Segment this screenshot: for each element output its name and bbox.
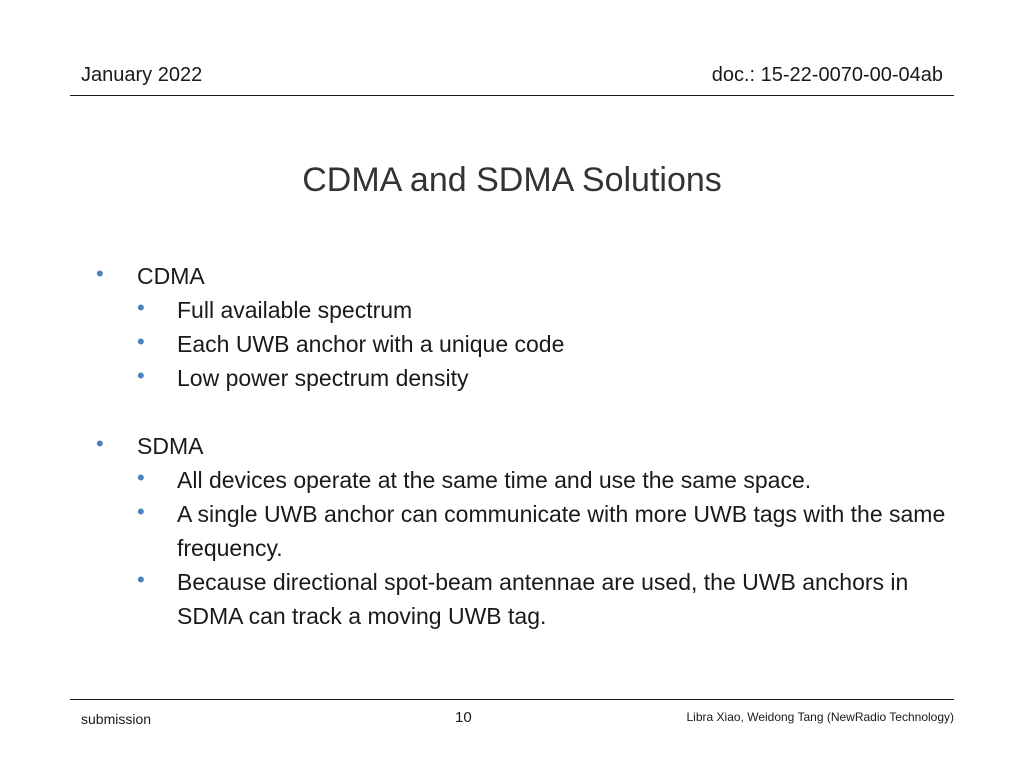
- bullet-list: [96, 259, 956, 633]
- bullet-dot-icon: •: [137, 295, 145, 320]
- bullet-sdma: [96, 429, 956, 463]
- bullet-dot-icon: •: [96, 261, 104, 286]
- bullet-dot-icon: •: [96, 431, 104, 456]
- sub-bullet-text: Each UWB anchor with a unique code: [177, 331, 565, 357]
- footer-authors: Libra Xiao, Weidong Tang (NewRadio Technology): [686, 710, 954, 724]
- sub-bullet-text: Because directional spot-beam antennae are used, the UWB anchors in SDMA can track a moving UWB tag.: [177, 569, 909, 629]
- sub-bullet: [96, 361, 956, 395]
- sub-bullet: [96, 327, 956, 361]
- footer-submission: submission: [81, 711, 152, 727]
- sub-bullet: [96, 565, 956, 633]
- bullet-cdma: [96, 259, 956, 293]
- sub-bullet: [96, 497, 956, 565]
- footer-divider: [70, 699, 954, 700]
- section-spacer: [96, 395, 956, 429]
- bullet-label: SDMA: [137, 433, 204, 459]
- header-divider: [70, 95, 954, 96]
- header-doc-id: doc.: 15-22-0070-00-04ab: [711, 64, 943, 86]
- sub-bullet-text: Full available spectrum: [177, 297, 413, 323]
- bullet-dot-icon: •: [137, 465, 145, 490]
- slide-title: CDMA and SDMA Solutions: [302, 161, 722, 199]
- page-number: 10: [455, 709, 472, 726]
- sub-bullet: [96, 463, 956, 497]
- sub-bullet-text: Low power spectrum density: [177, 365, 469, 391]
- sub-bullet: [96, 293, 956, 327]
- bullet-dot-icon: •: [137, 329, 145, 354]
- sub-bullet-text: All devices operate at the same time and use the same space.: [177, 467, 812, 493]
- bullet-dot-icon: •: [137, 567, 145, 592]
- bullet-dot-icon: •: [137, 499, 145, 524]
- bullet-label: CDMA: [137, 263, 205, 289]
- bullet-dot-icon: •: [137, 363, 145, 388]
- header-date: January 2022: [81, 64, 203, 86]
- sub-bullet-text: A single UWB anchor can communicate with more UWB tags with the same frequency.: [177, 501, 946, 561]
